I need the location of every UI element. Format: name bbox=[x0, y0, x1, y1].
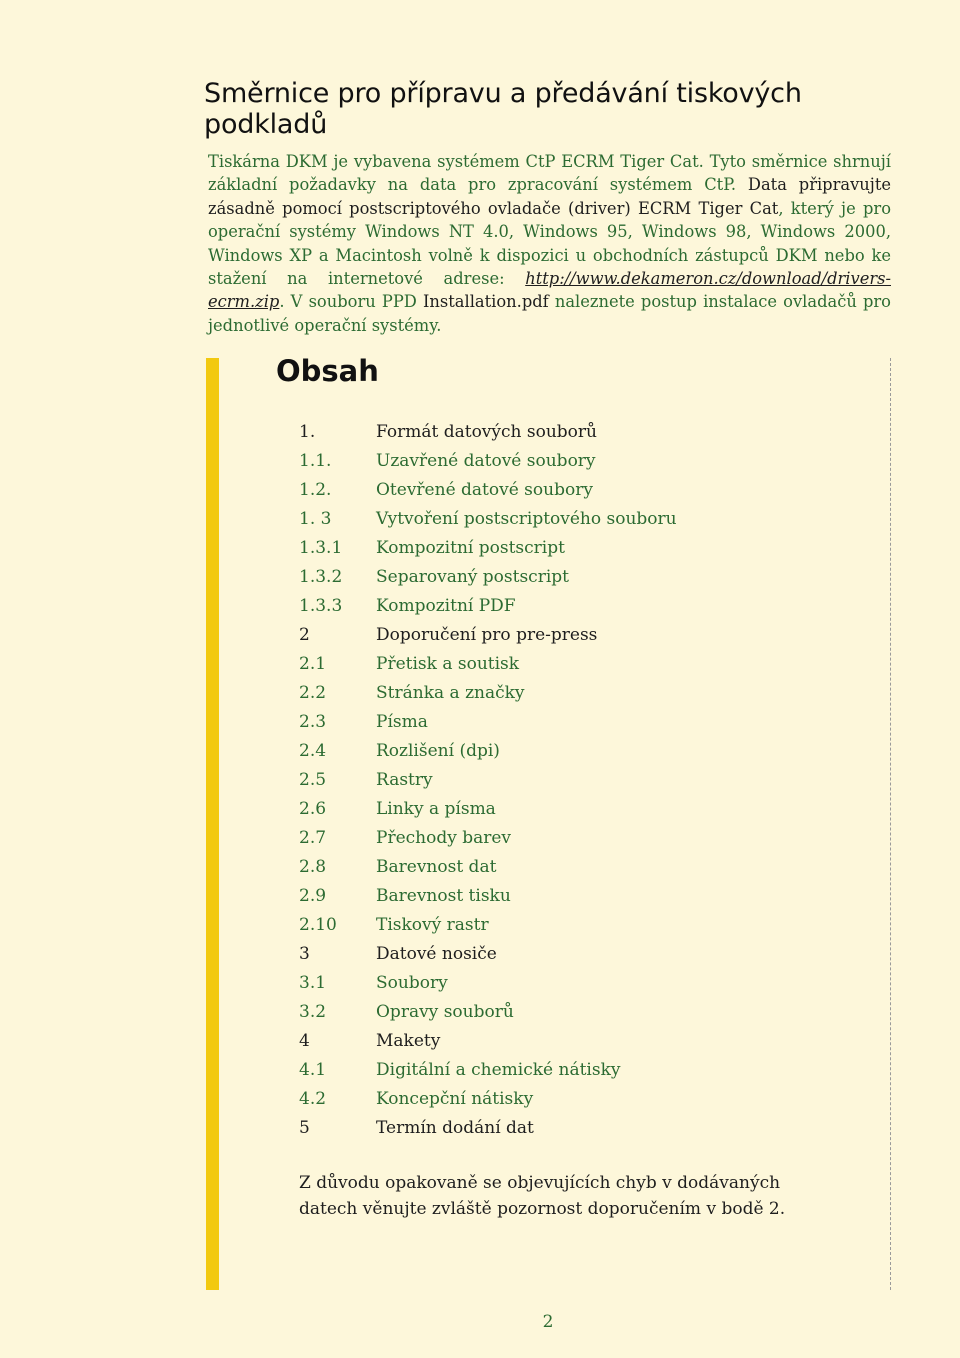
toc-item-number: 2.2 bbox=[299, 683, 327, 703]
toc-item[interactable] bbox=[299, 998, 677, 1027]
toc-item-number: 2.10 bbox=[299, 915, 337, 935]
toc-item[interactable] bbox=[299, 824, 677, 853]
toc-item[interactable] bbox=[299, 1056, 677, 1085]
toc-item-label: Datové nosiče bbox=[376, 944, 497, 964]
toc-item-number: 2.6 bbox=[299, 799, 327, 819]
toc-item-label: Doporučení pro pre-press bbox=[376, 625, 598, 645]
toc-item-number: 3.2 bbox=[299, 1002, 327, 1022]
toc-item-number: 1.2. bbox=[299, 480, 332, 500]
toc-item-label: Soubory bbox=[376, 973, 448, 993]
toc-item-number: 1.3.1 bbox=[299, 538, 343, 558]
yellow-side-bar bbox=[206, 358, 219, 1290]
toc-item[interactable] bbox=[299, 969, 677, 998]
toc-item-label: Barevnost tisku bbox=[376, 886, 511, 906]
page-number: 2 bbox=[542, 1312, 554, 1332]
toc-item-number: 2.1 bbox=[299, 654, 327, 674]
toc-item[interactable] bbox=[299, 940, 677, 969]
toc-item[interactable] bbox=[299, 708, 677, 737]
toc-item-label: Písma bbox=[376, 712, 428, 732]
intro-paragraph bbox=[208, 150, 891, 337]
closing-note: Z důvodu opakovaně se objevujících chyb v dodávaných datech věnujte zvláště pozornost doporučením v bodě 2. bbox=[299, 1173, 786, 1219]
toc-item-number: 1. bbox=[299, 422, 316, 442]
toc-item-label: Opravy souborů bbox=[376, 1002, 514, 1022]
toc-item-label: Barevnost dat bbox=[376, 857, 497, 877]
toc-item-number: 4.1 bbox=[299, 1060, 327, 1080]
toc-item-number: 2 bbox=[299, 625, 310, 645]
intro-text-1: Tiskárna DKM je vybavena systémem CtP ECRM Tiger Cat. Tyto směrnice shrnují základní požadavky na data pro zpracování systémem CtP. bbox=[208, 152, 891, 195]
intro-text-6: naleznete postup instalace ovladačů pro jednotlivé operační systémy. bbox=[208, 292, 891, 335]
toc-item-label: Uzavřené datové soubory bbox=[376, 451, 596, 471]
toc-item-label: Otevřené datové soubory bbox=[376, 480, 593, 500]
toc-item-number: 2.9 bbox=[299, 886, 327, 906]
toc-item[interactable] bbox=[299, 418, 677, 447]
toc-item[interactable] bbox=[299, 534, 677, 563]
toc-item-label: Formát datových souborů bbox=[376, 422, 597, 442]
dashed-right-rule bbox=[890, 358, 891, 1290]
toc-item[interactable] bbox=[299, 447, 677, 476]
toc-item[interactable] bbox=[299, 882, 677, 911]
toc-item-label: Rastry bbox=[376, 770, 433, 790]
toc-item[interactable] bbox=[299, 650, 677, 679]
toc-item-label: Digitální a chemické nátisky bbox=[376, 1060, 621, 1080]
driver-download-link[interactable]: http://www.dekameron.cz/download/drivers-ecrm.zip bbox=[208, 269, 891, 312]
toc-item-number: 2.7 bbox=[299, 828, 327, 848]
toc-item[interactable] bbox=[299, 766, 677, 795]
installation-pdf-name: Installation.pdf bbox=[422, 292, 549, 312]
toc-item-label: Vytvoření postscriptového souboru bbox=[376, 509, 677, 529]
toc-item[interactable] bbox=[299, 737, 677, 766]
intro-text-2: Data připravujte zásadně pomocí postscriptového ovladače (driver) ECRM Tiger Cat bbox=[208, 175, 892, 218]
toc-item-label: Tiskový rastr bbox=[376, 915, 489, 935]
toc-item-label: Kompozitní PDF bbox=[376, 596, 516, 616]
toc-heading: Obsah bbox=[276, 354, 379, 388]
toc-item-number: 1.3.2 bbox=[299, 567, 343, 587]
toc-item-number: 3 bbox=[299, 944, 310, 964]
toc-item-number: 1.3.3 bbox=[299, 596, 343, 616]
toc-item-number: 2.5 bbox=[299, 770, 327, 790]
toc-item-label: Stránka a značky bbox=[376, 683, 525, 703]
toc-item-label: Rozlišení (dpi) bbox=[376, 741, 500, 761]
toc-item-label: Termín dodání dat bbox=[376, 1118, 534, 1138]
toc-item-label: Linky a písma bbox=[376, 799, 496, 819]
toc-item[interactable] bbox=[299, 679, 677, 708]
table-of-contents bbox=[299, 418, 677, 1143]
toc-item-number: 2.8 bbox=[299, 857, 327, 877]
toc-item[interactable] bbox=[299, 476, 677, 505]
toc-item-number: 1.1. bbox=[299, 451, 332, 471]
toc-item-number: 3.1 bbox=[299, 973, 327, 993]
toc-item[interactable] bbox=[299, 853, 677, 882]
toc-item-number: 2.3 bbox=[299, 712, 327, 732]
toc-item[interactable] bbox=[299, 592, 677, 621]
page-title: Směrnice pro přípravu a předávání tiskových podkladů bbox=[204, 78, 802, 140]
toc-item-label: Kompozitní postscript bbox=[376, 538, 565, 558]
toc-item-number: 4 bbox=[299, 1031, 310, 1051]
toc-item[interactable] bbox=[299, 505, 677, 534]
toc-item-label: Přechody barev bbox=[376, 828, 512, 848]
toc-item-number: 5 bbox=[299, 1118, 310, 1138]
intro-text-4: . V souboru PPD bbox=[279, 292, 423, 312]
toc-item-label: Koncepční nátisky bbox=[376, 1089, 534, 1109]
toc-item-number: 4.2 bbox=[299, 1089, 327, 1109]
toc-item[interactable] bbox=[299, 795, 677, 824]
toc-item-number: 2.4 bbox=[299, 741, 327, 761]
toc-item-number: 1. 3 bbox=[299, 509, 332, 529]
toc-item-label: Separovaný postscript bbox=[376, 567, 569, 587]
toc-item-label: Přetisk a soutisk bbox=[376, 654, 520, 674]
toc-item-label: Makety bbox=[376, 1031, 441, 1051]
toc-item[interactable] bbox=[299, 911, 677, 940]
toc-item[interactable] bbox=[299, 1114, 677, 1143]
toc-item[interactable] bbox=[299, 1085, 677, 1114]
intro-text-3: , který je pro operační systémy Windows NT 4.0, Windows 95, Windows 98, Windows 2000, Windows XP a Macintosh volně k dispozici u obchodních zástupců DKM nebo ke stažení na internetové adrese: bbox=[208, 198, 891, 289]
toc-item[interactable] bbox=[299, 563, 677, 592]
toc-item[interactable] bbox=[299, 1027, 677, 1056]
toc-item[interactable] bbox=[299, 621, 677, 650]
